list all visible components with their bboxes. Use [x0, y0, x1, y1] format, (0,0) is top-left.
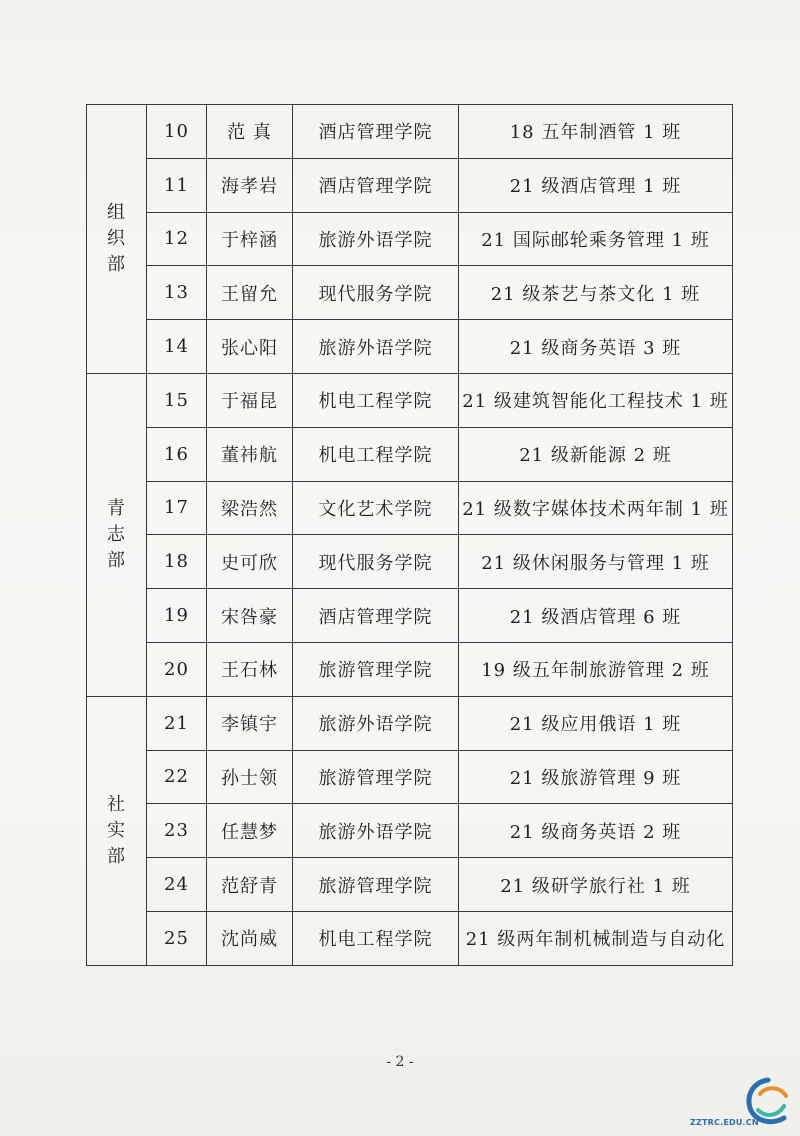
member-name: 沈尚威 — [207, 911, 293, 965]
department-cell — [87, 373, 147, 696]
table-row — [87, 535, 733, 589]
member-college: 机电工程学院 — [293, 373, 459, 427]
member-name: 王石林 — [207, 642, 293, 696]
table-row — [87, 696, 733, 750]
member-name: 孙士领 — [207, 750, 293, 804]
member-class: 21 国际邮轮乘务管理 1 班 — [459, 212, 733, 266]
member-number: 10 — [147, 105, 207, 159]
member-name: 张心阳 — [207, 320, 293, 374]
member-name: 范舒青 — [207, 858, 293, 912]
member-name: 于梓涵 — [207, 212, 293, 266]
member-college: 酒店管理学院 — [293, 105, 459, 159]
table-row — [87, 427, 733, 481]
department-name: 青志部 — [107, 497, 126, 571]
table-row — [87, 911, 733, 965]
member-class: 21 级商务英语 2 班 — [459, 804, 733, 858]
member-class: 21 级酒店管理 6 班 — [459, 589, 733, 643]
table-row — [87, 589, 733, 643]
member-number: 24 — [147, 858, 207, 912]
table-row — [87, 642, 733, 696]
table-row — [87, 158, 733, 212]
table-row — [87, 320, 733, 374]
member-name: 于福昆 — [207, 373, 293, 427]
member-number: 22 — [147, 750, 207, 804]
member-number: 18 — [147, 535, 207, 589]
table-row — [87, 212, 733, 266]
member-number: 17 — [147, 481, 207, 535]
member-number: 16 — [147, 427, 207, 481]
member-number: 12 — [147, 212, 207, 266]
member-college: 酒店管理学院 — [293, 589, 459, 643]
member-college: 机电工程学院 — [293, 427, 459, 481]
member-class: 21 级茶艺与茶文化 1 班 — [459, 266, 733, 320]
member-class: 21 级应用俄语 1 班 — [459, 696, 733, 750]
member-college: 酒店管理学院 — [293, 158, 459, 212]
member-class: 21 级研学旅行社 1 班 — [459, 858, 733, 912]
member-college: 现代服务学院 — [293, 535, 459, 589]
member-name: 范 真 — [207, 105, 293, 159]
member-number: 25 — [147, 911, 207, 965]
member-number: 14 — [147, 320, 207, 374]
member-name: 海孝岩 — [207, 158, 293, 212]
member-class: 21 级数字媒体技术两年制 1 班 — [459, 481, 733, 535]
department-name: 社实部 — [107, 793, 126, 867]
table-row — [87, 481, 733, 535]
member-class: 21 级酒店管理 1 班 — [459, 158, 733, 212]
member-college: 机电工程学院 — [293, 911, 459, 965]
page-number: - 2 - — [386, 1054, 414, 1070]
member-number: 15 — [147, 373, 207, 427]
member-class: 21 级商务英语 3 班 — [459, 320, 733, 374]
department-name: 组织部 — [107, 201, 126, 275]
member-college: 旅游管理学院 — [293, 750, 459, 804]
member-name: 王留允 — [207, 266, 293, 320]
member-college: 旅游外语学院 — [293, 320, 459, 374]
table-row — [87, 105, 733, 159]
member-college: 旅游外语学院 — [293, 212, 459, 266]
table-row — [87, 858, 733, 912]
member-class: 21 级休闲服务与管理 1 班 — [459, 535, 733, 589]
department-cell — [87, 696, 147, 965]
roster-body — [87, 105, 733, 966]
member-class: 21 级旅游管理 9 班 — [459, 750, 733, 804]
member-name: 任慧梦 — [207, 804, 293, 858]
member-number: 19 — [147, 589, 207, 643]
member-class: 18 五年制酒管 1 班 — [459, 105, 733, 159]
roster-table — [86, 104, 733, 966]
member-college: 旅游管理学院 — [293, 642, 459, 696]
member-number: 20 — [147, 642, 207, 696]
member-college: 文化艺术学院 — [293, 481, 459, 535]
member-college: 旅游外语学院 — [293, 804, 459, 858]
member-class: 21 级新能源 2 班 — [459, 427, 733, 481]
member-number: 13 — [147, 266, 207, 320]
table-row — [87, 804, 733, 858]
member-name: 宋咎豪 — [207, 589, 293, 643]
member-college: 旅游管理学院 — [293, 858, 459, 912]
member-number: 11 — [147, 158, 207, 212]
member-college: 旅游外语学院 — [293, 696, 459, 750]
member-number: 21 — [147, 696, 207, 750]
member-name: 董祎航 — [207, 427, 293, 481]
member-class: 21 级两年制机械制造与自动化 — [459, 911, 733, 965]
member-class: 19 级五年制旅游管理 2 班 — [459, 642, 733, 696]
member-name: 李镇宇 — [207, 696, 293, 750]
member-class: 21 级建筑智能化工程技术 1 班 — [459, 373, 733, 427]
table-row — [87, 373, 733, 427]
member-name: 梁浩然 — [207, 481, 293, 535]
department-cell — [87, 105, 147, 374]
table-row — [87, 266, 733, 320]
table-row — [87, 750, 733, 804]
member-name: 史可欣 — [207, 535, 293, 589]
member-college: 现代服务学院 — [293, 266, 459, 320]
member-number: 23 — [147, 804, 207, 858]
watermark-text: ZZTRC.EDU.CN — [690, 1118, 759, 1127]
